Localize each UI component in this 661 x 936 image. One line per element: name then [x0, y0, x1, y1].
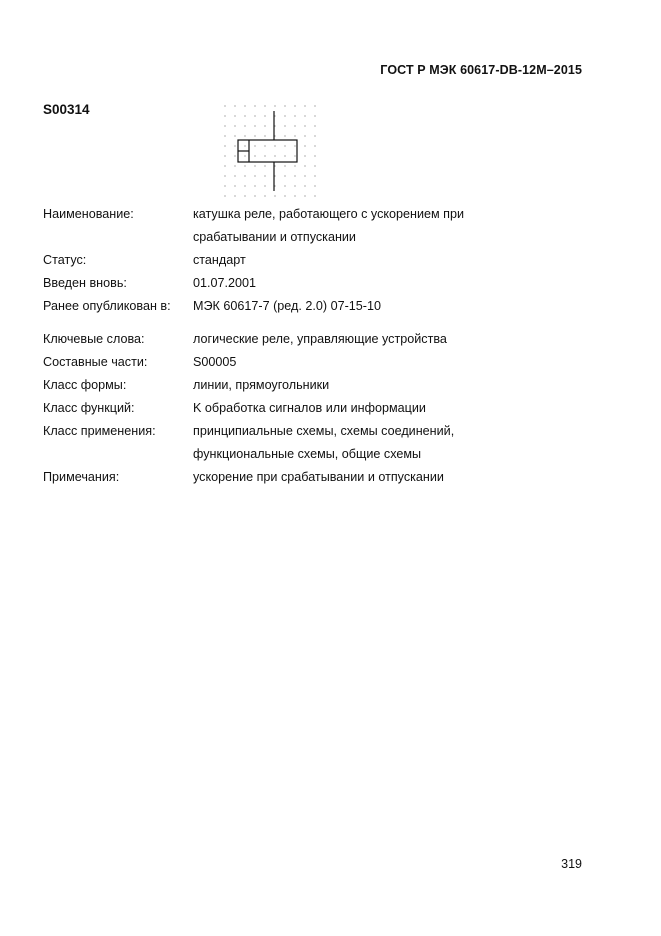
grid-dot: [264, 145, 265, 146]
grid-dot: [304, 145, 305, 146]
grid-dot: [294, 105, 295, 106]
grid-dot: [234, 105, 235, 106]
property-label: Статус:: [43, 253, 87, 267]
grid-dot: [284, 155, 285, 156]
grid-dot: [254, 175, 255, 176]
grid-dot: [314, 165, 315, 166]
grid-dot: [264, 115, 265, 116]
grid-dot: [234, 125, 235, 126]
property-label: Класс формы:: [43, 378, 127, 392]
grid-dot: [244, 115, 245, 116]
grid-dot: [264, 135, 265, 136]
grid-dot: [274, 105, 275, 106]
coil-drawing: [238, 111, 297, 191]
grid-dot: [284, 105, 285, 106]
grid-dot: [254, 195, 255, 196]
property-value-line: ускорение при срабатывании и отпускании: [193, 470, 444, 484]
property-value-line: катушка реле, работающего с ускорением при: [193, 207, 465, 221]
grid-dot: [264, 125, 265, 126]
property-row: [43, 328, 563, 351]
grid-dot: [314, 155, 315, 156]
grid-dot: [274, 195, 275, 196]
grid-dot: [314, 135, 315, 136]
grid-dot: [294, 165, 295, 166]
property-value: [193, 420, 563, 466]
grid-dot: [304, 185, 305, 186]
property-label: Примечания:: [43, 470, 120, 484]
property-row: [43, 351, 563, 374]
grid-dot: [314, 125, 315, 126]
property-value-line: 01.07.2001: [193, 276, 257, 290]
property-value: [193, 272, 563, 295]
property-label: Класс применения:: [43, 424, 156, 438]
grid-dot: [224, 175, 225, 176]
property-value-line: K обработка сигналов или информации: [193, 401, 426, 415]
symbol-code: S00314: [43, 102, 90, 117]
property-value-line: S00005: [193, 355, 237, 369]
property-value-line: срабатывании и отпускании: [193, 230, 356, 244]
grid-dot: [284, 195, 285, 196]
grid-dot: [234, 185, 235, 186]
grid-dot: [224, 115, 225, 116]
grid-dot: [244, 135, 245, 136]
property-value: [193, 397, 563, 420]
property-value: [193, 295, 563, 318]
page-number: 319: [561, 857, 582, 871]
grid-dot: [274, 155, 275, 156]
property-value: [193, 328, 563, 351]
property-value-line: функциональные схемы, общие схемы: [193, 447, 422, 461]
grid-dot: [244, 195, 245, 196]
grid-dot: [264, 185, 265, 186]
grid-dot: [234, 115, 235, 116]
grid-dot: [284, 135, 285, 136]
property-value: [193, 249, 563, 272]
property-row: [43, 272, 563, 295]
property-value: [193, 466, 563, 489]
property-value: [193, 203, 563, 249]
property-label: Составные части:: [43, 355, 148, 369]
property-value-line: линии, прямоугольники: [193, 378, 330, 392]
grid-dot: [294, 135, 295, 136]
grid-dot: [304, 105, 305, 106]
grid-dot: [244, 125, 245, 126]
property-value-line: МЭК 60617-7 (ред. 2.0) 07-15-10: [193, 299, 381, 313]
grid-dot: [304, 195, 305, 196]
grid-dot: [264, 105, 265, 106]
property-label: Наименование:: [43, 207, 134, 221]
standard-designation: ГОСТ Р МЭК 60617-DB-12M–2015: [380, 63, 582, 77]
property-label: Ключевые слова:: [43, 332, 145, 346]
grid-dot: [224, 125, 225, 126]
property-value: [193, 374, 563, 397]
property-row: [43, 249, 563, 272]
grid-dot: [294, 115, 295, 116]
property-row: [43, 397, 563, 420]
grid-dot: [314, 195, 315, 196]
grid-dot: [224, 195, 225, 196]
property-label: Введен вновь:: [43, 276, 127, 290]
property-row: [43, 420, 563, 466]
grid-dot: [284, 115, 285, 116]
property-label: Ранее опубликован в:: [43, 299, 171, 313]
grid-dot: [234, 165, 235, 166]
grid-dot: [294, 155, 295, 156]
grid-dot: [254, 115, 255, 116]
grid-dot: [254, 185, 255, 186]
grid-dot: [284, 125, 285, 126]
grid-dot: [294, 195, 295, 196]
grid-dot: [234, 195, 235, 196]
grid-dot: [314, 105, 315, 106]
property-row: [43, 374, 563, 397]
grid-dot: [254, 165, 255, 166]
grid-dot: [264, 175, 265, 176]
grid-dot: [254, 125, 255, 126]
grid-dot: [314, 145, 315, 146]
grid-dot: [224, 185, 225, 186]
grid-dot: [224, 145, 225, 146]
symbol-properties: [43, 203, 563, 489]
grid-dot: [244, 105, 245, 106]
grid-dot: [224, 105, 225, 106]
property-value: [193, 351, 563, 374]
grid-dot: [304, 135, 305, 136]
grid-dot: [294, 145, 295, 146]
grid-dot: [234, 145, 235, 146]
property-value-line: стандарт: [193, 253, 246, 267]
grid-dot: [294, 175, 295, 176]
grid-dot: [264, 155, 265, 156]
grid-dot: [284, 185, 285, 186]
grid-dot: [234, 135, 235, 136]
grid-dot: [294, 125, 295, 126]
grid-dot: [224, 165, 225, 166]
grid-dot: [264, 195, 265, 196]
grid-dot: [244, 165, 245, 166]
grid-dot: [234, 175, 235, 176]
grid-dot: [304, 155, 305, 156]
grid-dot: [244, 185, 245, 186]
property-row: [43, 466, 563, 489]
grid-dot: [234, 155, 235, 156]
grid-dot: [304, 165, 305, 166]
grid-dot: [264, 165, 265, 166]
property-label: Класс функций:: [43, 401, 135, 415]
grid-dot: [304, 125, 305, 126]
grid-dot: [224, 135, 225, 136]
grid-dot: [254, 145, 255, 146]
grid-dot: [294, 185, 295, 186]
grid-dot: [284, 175, 285, 176]
grid-dot: [284, 145, 285, 146]
property-row: [43, 203, 563, 249]
relay-coil-symbol: [215, 96, 325, 206]
grid-dot: [314, 185, 315, 186]
grid-dot: [274, 145, 275, 146]
grid-dot: [304, 175, 305, 176]
property-row: [43, 295, 563, 318]
grid-dot: [314, 115, 315, 116]
grid-dot: [314, 175, 315, 176]
property-value-line: принципиальные схемы, схемы соединений,: [193, 424, 455, 438]
grid-dot: [284, 165, 285, 166]
grid-dot: [244, 175, 245, 176]
section-gap: [43, 318, 563, 328]
grid-dot: [244, 155, 245, 156]
property-value-line: логические реле, управляющие устройства: [193, 332, 447, 346]
grid-dot: [224, 155, 225, 156]
grid-dot: [304, 115, 305, 116]
grid-dot: [254, 155, 255, 156]
grid-dot: [254, 135, 255, 136]
grid-dot: [244, 145, 245, 146]
grid-dot: [254, 105, 255, 106]
